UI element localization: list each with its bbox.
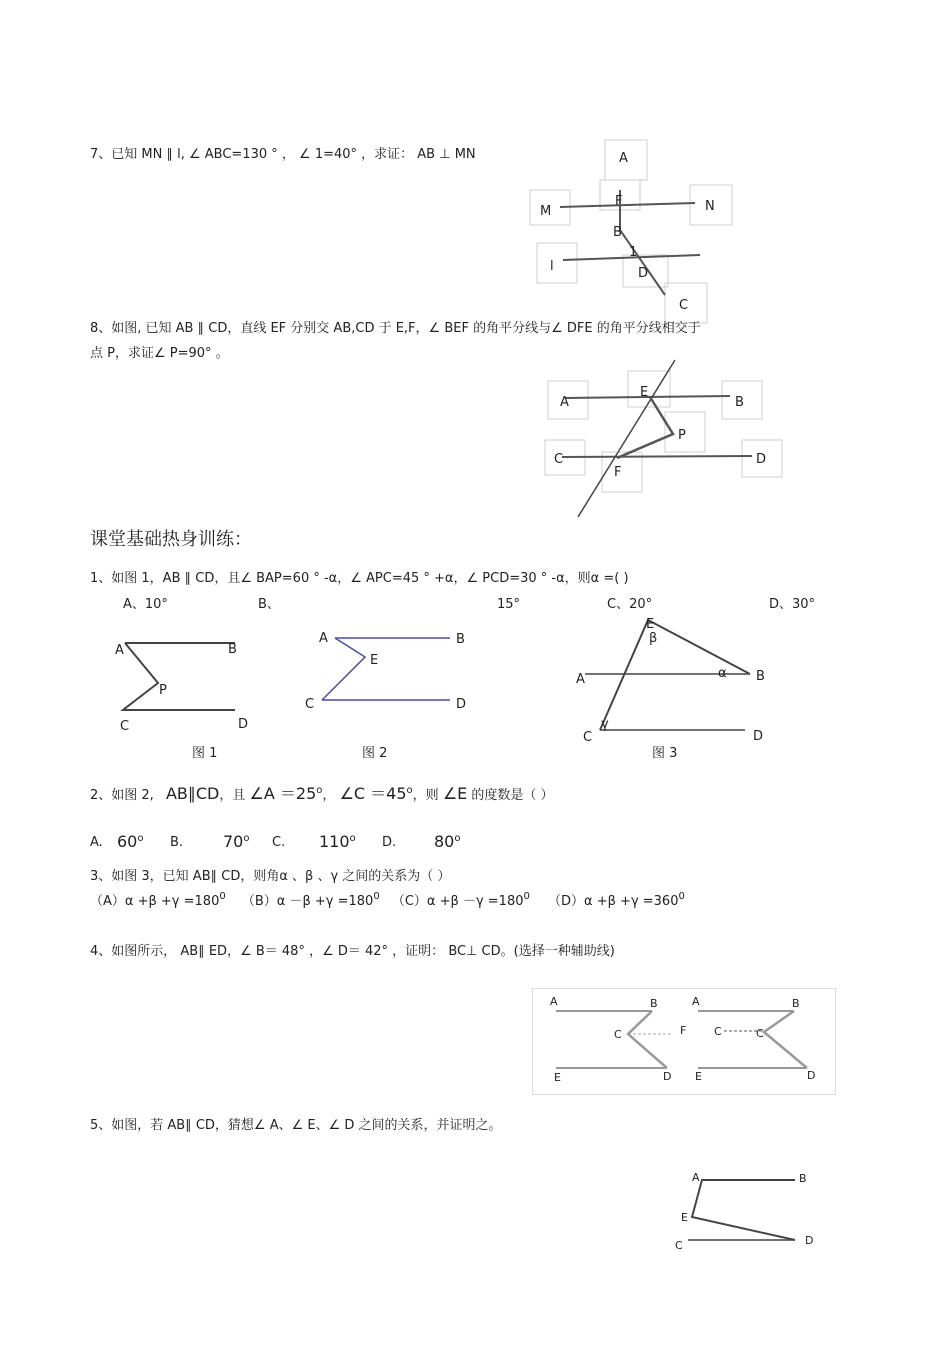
p3-text: 3、如图 3，已知 AB∥ CD，则角α 、β 、γ 之间的关系为（ ） (90, 869, 451, 884)
q8-line2: 点 P，求证∠ P=90° 。 (90, 346, 229, 361)
svg-text:D: D (807, 1069, 816, 1082)
p2-mid: ，且 (219, 788, 246, 803)
fig1-label-A: A (115, 643, 124, 658)
p1-option-d: D、30° (769, 597, 816, 612)
fig3-label-E: E (646, 617, 655, 632)
fig3-caption: 图 3 (652, 746, 678, 761)
svg-text:D: D (663, 1070, 672, 1083)
svg-text:C: C (714, 1025, 722, 1038)
p1-option-a: A、10° (123, 597, 168, 612)
q8-label-A: A (560, 395, 569, 410)
svg-text:C: C (614, 1028, 622, 1041)
fig1-label-B: B (228, 642, 237, 657)
fig3-label-A: A (576, 672, 585, 687)
fig3-label-alpha: α (718, 666, 727, 681)
p2-math: AB∥CD (165, 784, 220, 803)
fig1-label-D: D (238, 717, 249, 732)
svg-text:A: A (550, 995, 558, 1008)
section-title: 课堂基础热身训练： (90, 529, 252, 550)
q8-figure (540, 355, 790, 520)
fig2-label-D: D (456, 697, 467, 712)
p2-prefix: 2、如图 2, (90, 788, 154, 803)
p2-option-b-value: 70$^o$ (223, 832, 250, 851)
p4-text: 4、如图所示， AB∥ ED，∠ B＝ 48° ，∠ D＝ 42° ，证明： BC⊥ CD。(选择一种辅助线) (90, 944, 615, 959)
p2-option-b-label: B. (170, 835, 184, 850)
p2-question: 2、如图 2, AB∥CD，且 ∠A $=25^o$， ∠C $=45^o$，则 ∠E 的度数是（ ） (90, 784, 554, 803)
p2-option-a-value: 60$^o$ (117, 832, 144, 851)
q8-label-F: F (614, 465, 622, 480)
q7-label-M: M (540, 204, 552, 219)
p1-option-c: C、20° (607, 597, 653, 612)
fig2-label-A: A (319, 631, 328, 646)
svg-text:F: F (680, 1024, 687, 1037)
figure-3 (570, 612, 780, 770)
q7-label-D: D (638, 266, 649, 281)
p2-angle-a: ∠A ＝25 (249, 784, 317, 803)
p3-options: $(A)\alpha +\beta +\gamma =180^0$ $(B)\alpha -\beta +\gamma =180^0$ $(C)\alpha +\beta -\gamma =180^0$ $(D)\alpha +\beta +\gamma =360^0$ (90, 891, 685, 909)
fig2-label-C: C (305, 697, 315, 712)
fig2-caption: 图 2 (362, 746, 388, 761)
q8-label-P: P (678, 428, 686, 443)
fig1-label-C: C (120, 719, 130, 734)
q7-label-A: A (619, 151, 628, 166)
fig3-label-B: B (756, 669, 765, 684)
svg-text:E: E (681, 1211, 688, 1224)
p2-option-d-value: 80$^o$ (434, 832, 461, 851)
svg-text:C: C (675, 1239, 683, 1252)
q8-label-D: D (756, 452, 767, 467)
p2-sep: ， (322, 788, 336, 803)
fig3-label-gamma: γ (601, 717, 609, 732)
p2-option-a-label: A. (90, 835, 103, 850)
svg-text:E: E (695, 1070, 702, 1083)
fig3-label-C: C (583, 730, 593, 745)
fig2-label-B: B (456, 632, 465, 647)
fig1-caption: 图 1 (192, 746, 218, 761)
q8-label-E: E (640, 385, 649, 400)
p2-then: ，则 (412, 788, 439, 803)
svg-text:D: D (805, 1234, 814, 1247)
q7-label-l: l (550, 259, 554, 274)
q7-figure (525, 135, 740, 320)
figure-2 (300, 625, 480, 770)
q7-label-B: B (613, 225, 622, 240)
p2-angle-c: ∠C ＝45 (339, 784, 407, 803)
svg-text:A: A (692, 995, 700, 1008)
svg-text:B: B (650, 997, 658, 1010)
svg-text:E: E (554, 1071, 561, 1084)
q7-label-F: F (615, 194, 623, 209)
fig3-label-beta: β (649, 631, 658, 646)
p2-angle-e: ∠E (442, 784, 468, 803)
p1-option-b-value: 15° (497, 597, 521, 612)
p2-option-d-label: D. (382, 835, 397, 850)
q7-text: 7、已知 MN ∥ l, ∠ ABC=130 ° ， ∠ 1=40° ，求证： AB ⊥ MN (90, 147, 476, 162)
fig1-label-P: P (159, 683, 167, 698)
q8-line1: 8、如图, 已知 AB ∥ CD，直线 EF 分别交 AB,CD 于 E,F，∠ BEF 的角平分线与∠ DFE 的角平分线相交于 (90, 321, 701, 336)
q7-label-N: N (705, 199, 715, 214)
p2-option-c-value: 110$^o$ (319, 832, 356, 851)
q8-label-C: C (554, 452, 564, 467)
p4-figure (532, 988, 837, 1096)
fig3-label-D: D (753, 729, 764, 744)
p1-text: 1、如图 1，AB ∥ CD，且∠ BAP=60 ° -α，∠ APC=45 ° +α，∠ PCD=30 ° -α，则α =( ) (90, 571, 629, 586)
p1-option-b: B、 (258, 597, 280, 612)
svg-text:B: B (799, 1172, 807, 1185)
q7-label-1: 1 (629, 245, 638, 260)
p5-figure (670, 1165, 820, 1260)
svg-text:A: A (692, 1171, 700, 1184)
p2-suffix: 的度数是（ ） (471, 788, 554, 803)
p2-option-c-label: C. (272, 835, 286, 850)
q8-label-B: B (735, 395, 744, 410)
svg-text:B: B (792, 997, 800, 1010)
figure-1 (110, 630, 270, 770)
svg-text:C: C (756, 1027, 764, 1040)
p5-text: 5、如图，若 AB∥ CD，猜想∠ A、∠ E、∠ D 之间的关系，并证明之。 (90, 1118, 502, 1133)
fig2-label-E: E (370, 653, 379, 668)
q7-label-C: C (679, 298, 689, 313)
